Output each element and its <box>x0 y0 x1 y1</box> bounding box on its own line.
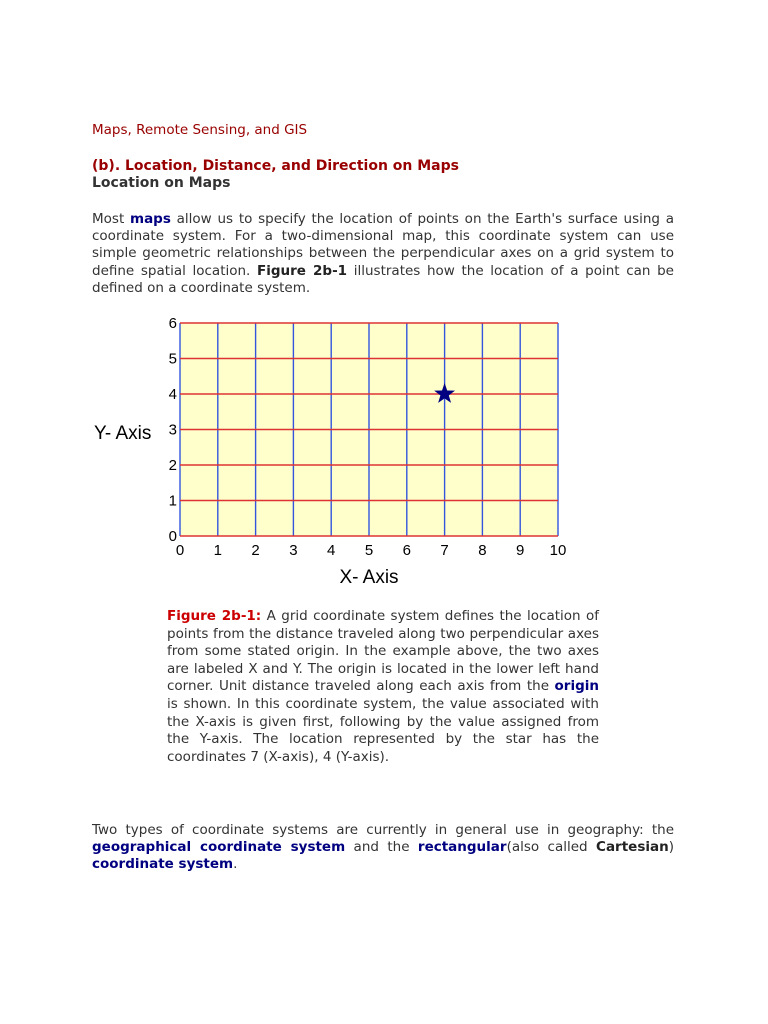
cartesian-term: Cartesian <box>596 839 669 856</box>
rectangular-link[interactable]: rectangular <box>417 839 507 856</box>
caption-text-2: is shown. In this coordinate system, the value associated with the X-axis is given first, following by the value assigned from the Y-axis. The location represented by the star has the coordinates 7 (X-axis), 4 (Y-axis). <box>167 695 599 765</box>
geographical-coordinate-system-link[interactable]: geographical coordinate system <box>92 839 346 856</box>
coordinate-grid-figure <box>60 300 620 600</box>
y-tick-label: 0 <box>168 528 177 545</box>
x-tick-label: 8 <box>478 542 487 559</box>
caption-text-1: A grid coordinate system defines the location of points from the distance traveled along two perpendicular axes from some stated origin. In the example above, the two axes are labeled X and Y. The origin is located in the lower left hand corner. Unit distance traveled along each axis from the <box>167 608 599 695</box>
closing-paragraph <box>92 822 674 874</box>
x-tick-label: 1 <box>213 542 222 559</box>
x-tick-label: 2 <box>251 542 260 559</box>
y-tick-label: 1 <box>168 492 177 510</box>
closing-text-3: (also called <box>506 839 597 856</box>
intro-text-1: Most <box>92 211 130 227</box>
x-tick-label: 4 <box>327 542 336 559</box>
intro-text-3: illustrates how the location of a point can be defined on a coordinate system. <box>92 262 674 296</box>
figure-reference: Figure 2b-1 <box>257 262 348 279</box>
x-tick-label: 6 <box>402 542 411 559</box>
y-tick-label: 4 <box>168 386 177 403</box>
intro-text-2: allow us to specify the location of points on the Earth's surface using a coordinate system. For a two-dimensional map, this coordinate system can use simple geometric relationships between the perpendicular axes on a grid system to define spatial location. <box>92 211 675 279</box>
figure-caption <box>167 608 599 766</box>
closing-text-4: ) <box>668 839 674 856</box>
x-axis-label: X- Axis <box>339 567 399 588</box>
y-tick-label: 5 <box>168 350 177 368</box>
x-tick-label: 9 <box>516 542 525 559</box>
intro-paragraph <box>92 211 674 297</box>
x-tick-label: 3 <box>289 542 298 559</box>
sub-heading: Location on Maps <box>92 175 231 191</box>
closing-text-1: Two types of coordinate systems are currently in general use in geography: the <box>92 822 674 838</box>
page-subject: Maps, Remote Sensing, and GIS <box>92 122 308 138</box>
closing-text-2: and the <box>345 839 418 856</box>
y-axis-label: Y- Axis <box>94 423 152 444</box>
coordinate-system-link[interactable]: coordinate system <box>92 856 234 873</box>
section-title: (b). Location, Distance, and Direction on Maps <box>92 158 459 174</box>
y-tick-label: 2 <box>168 457 177 474</box>
y-tick-label: 3 <box>168 421 177 439</box>
x-tick-label: 0 <box>175 542 185 559</box>
caption-label: Figure 2b-1: <box>167 608 262 624</box>
x-tick-label: 10 <box>549 542 567 559</box>
x-tick-label: 7 <box>440 542 449 559</box>
maps-link[interactable]: maps <box>130 211 171 227</box>
x-tick-label: 5 <box>364 542 374 559</box>
coordinate-grid-chart <box>60 300 620 600</box>
origin-link[interactable]: origin <box>554 678 599 695</box>
closing-text-5: . <box>233 856 238 873</box>
y-tick-label: 6 <box>168 315 177 332</box>
